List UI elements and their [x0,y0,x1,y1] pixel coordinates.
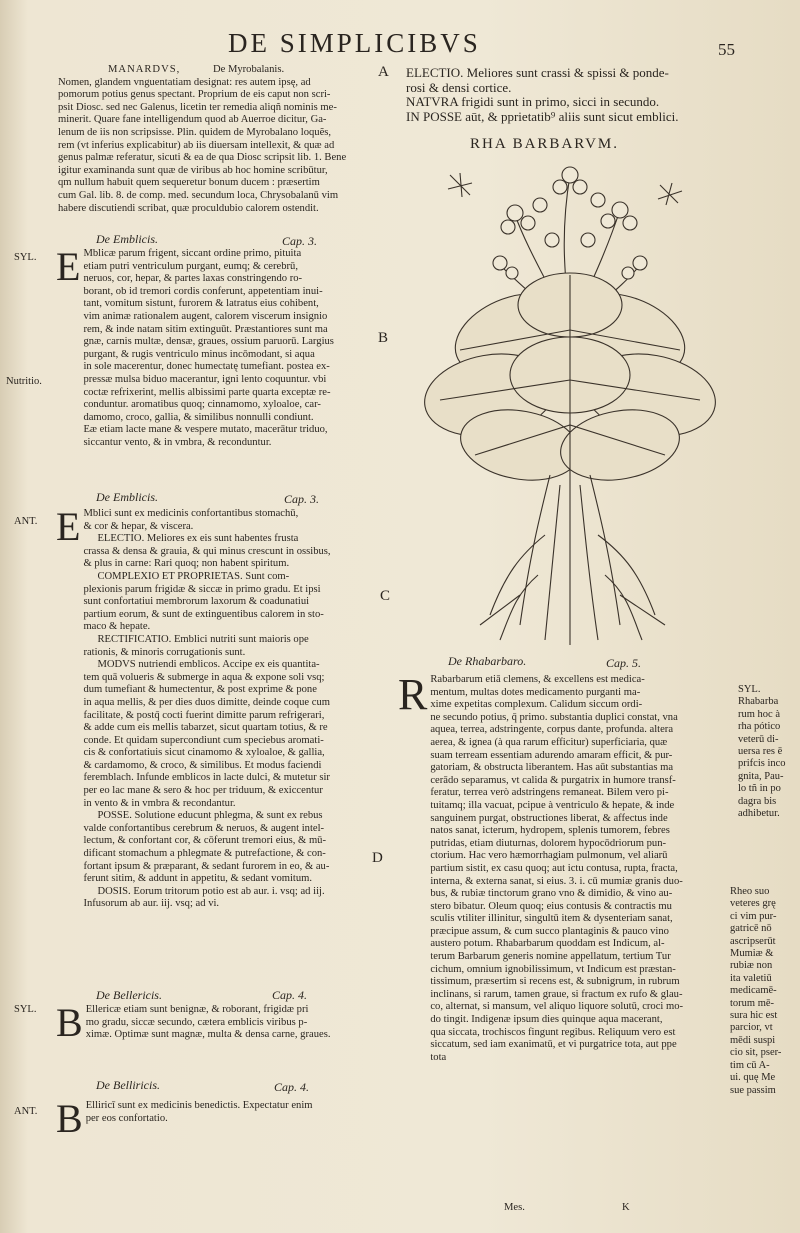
margin-note-syl-2: SYL. [14,1004,37,1015]
text-line: sanguinem purgat, obstructiones liberat, & affectus inde [430,812,668,824]
text-line: in sole macerentur, donec humectatę tumefiant. postea ex- [83,361,330,373]
text-line: NATVRA frigidi sunt in primo, sicci in secundo. [406,95,660,109]
side-note-line: cio sit, pser- [730,1047,782,1059]
right-top-block [406,66,736,124]
chapter-label-2: Cap. 3. [284,492,320,506]
drop-cap-e-2: E [56,504,81,549]
text-line: qm nullum habuit quem sequeretur bonum ducem : præsertim [58,177,320,189]
text-line: plexionis parum frigidæ & siccæ in primo gradu. Et ipsi [83,583,321,595]
text-line: POSSE. Solutione educunt phlegma, & sunt ex rebus [97,810,323,822]
text-line: inclinans, si rarum, tamen graue, si fractum ex rufo & glau- [430,988,683,1000]
text-line: gatoriam, & obstructa liberantem. Has aūt substantias ma [430,762,674,774]
text-line: partium eorum, & sunt de extinguentibus calorem in sto- [83,608,324,620]
chapter-label-5: Cap. 5. [606,656,642,670]
text-line: aquea, terrea, adstringente, corpus dante, profunda. altera [430,724,674,736]
text-line: & cardamomo, & croco, & similibus. Et modus faciendi [83,759,322,771]
side-note-line: ci vim pur- [730,910,777,922]
side-note-line: gatricē nō [730,923,772,935]
text-line: sculis vtiliter illinitur, singultū item & dysenteriam sanat, [430,913,673,925]
text-line: Mblici sunt ex medicinis confortantibus stomachū, [83,508,299,519]
side-note-syl-rhabarb [738,684,786,820]
text-line: ctorium. Hac vero hæmorrhagiam pulmonum, vel aliarū [430,850,668,862]
side-note-line: Rhabarba [738,696,779,708]
text-line: conde. Et quidam supercondiunt cum speciebus aromati- [83,734,324,746]
section-title-rhabarbaro: De Rhabarbaro. [448,654,527,668]
margin-note-nutritio: Nutritio. [6,376,42,387]
chapter-label-4: Cap. 4. [274,1080,310,1094]
paragraph [83,659,376,810]
text-line: maco & hepate. [83,621,151,633]
text-line: tem quā volueris & submerge in aqua & expone soli vsq; [83,671,325,683]
text-line: natos sanat, icterum, hydropem, splenis tumorem, febres [430,825,670,837]
margin-letter-a: A [378,64,389,80]
text-line: etiam putri ventriculum purgant, eumq; & cerebrū, [83,260,298,272]
running-head-title: DE SIMPLICIBVS [228,28,481,58]
text-line: ximæ. Optimæ sunt magnæ, multa & densa carne, graues. [85,1029,331,1041]
margin-letter-c: C [380,588,391,604]
text-line: sunt confortatiui membrorum laxorum & coadunatiui [83,596,310,608]
text-line: mo gradu, siccæ secundo, cætera emblicis viribus p- [85,1016,308,1028]
text-line: Mblicæ parum frigent, siccant ordine primo, pituita [83,248,302,259]
figure-caption: RHA BARBARVM. [470,136,619,152]
text-line: RECTIFICATIO. Emblici nutriti sunt maioris ope [97,633,309,645]
text-line: xime expetitas complexum. Calidum siccum ordi- [430,699,643,711]
paragraph [83,810,376,886]
drop-cap-e-1: E [56,244,81,289]
text-line: Elliricī sunt ex medicinis benedictis. Expectatur enim [85,1100,313,1111]
text-line: & cor & hepar, & viscera. [83,520,194,532]
text-line: stero bibatur. Oleum quoq; eius contusis & contractis mu [430,900,672,912]
text-line: tissimum, præsertim si recens est, & subnigrum, in rubrum [430,976,680,988]
margin-letter-d: D [372,850,383,866]
drop-cap-b-1: B [56,1000,83,1045]
side-note-line: mēdi suspi [730,1034,776,1046]
text-line: genus palmæ referatur, sicuti & ea de qua Diosc scripsit lib. 1. Bene [58,152,347,164]
margin-note-syl-1: SYL. [14,252,37,263]
text-line: tant, vomitum sistunt, furorem & latratus eius cohibent, [83,298,319,310]
side-note-line: medicamē- [730,985,777,997]
side-note-line: veterū di- [738,733,779,745]
text-line: psit Diosc. sed nec Galenus, licetin ter remedia aliqñ nominis me- [58,101,337,113]
text-line: damomo, croco, gallia, & similibus nonnulli condiunt. [83,411,314,423]
section-body-emblicis-1 [56,244,376,450]
text-line: qua siccata, trochiscos fingunt regibus. Reliquum vero est [430,1026,676,1038]
side-note-line: adhibetur. [738,808,780,820]
text-line: cerādo separamus, vt calida & purgatrix in humore transf- [430,774,676,786]
text-line: bus, & rubiæ tinctorum grano vno & dimidio, & vino au- [430,888,673,900]
text-line: feremblach. Infunde emblicos in lacte dulci, & mutetur sir [83,772,330,784]
text-line: neruos, cor, hepar, & partes laxas constringendo ro- [83,273,303,285]
text-line: austero potum. Rhabarbarum quoddam est Indicum, al- [430,938,665,950]
text-line: dum tumefiant & humectentur, & post exprime & pone [83,684,317,696]
text-line: ferunt sitim, & addunt in appetitu, & sedant vomitum. [83,873,313,885]
text-line: interna, & externa sanat, si eius. 3. i. cū mumiæ granis duo- [430,875,683,887]
side-note-line: dagra bis [738,795,777,807]
text-line: conduntur. aromatibus quoq; cinnamomo, xyloaloe, car- [83,399,321,411]
text-line: DOSIS. Eorum tritorum potio est ab aur. i. vsq; ad iij. [97,885,325,897]
text-line: per eos confortatio. [85,1112,168,1124]
text-line: feratur, terrea verò adstringens remaneat. Bilem vero pi- [430,787,669,799]
side-note-line: torum mē- [730,997,775,1009]
text-line: & adde cum eis mellis tabarzet, sicut quartam totius, & re [83,722,328,734]
intro-lines [58,77,376,216]
side-note-line: rubiæ non [730,960,773,972]
text-line: tuitamq; illa vacuat, pcipue à ventriculo & hepate, & inde [430,799,675,811]
side-note-line: rha pótico [738,721,781,733]
text-line: partium sistit, ex casu quoq; aut ictu contusa, rupta, fracta, [430,862,678,874]
section-body-emblicis-2 [56,504,376,911]
side-note-line: uersa res ē [738,746,783,758]
section-title-bellericis: De Bellericis. [96,988,162,1002]
chapter-label-1: Cap. 3. [282,234,318,248]
paragraph [83,886,376,911]
intro-topic: De Myrobalanis. [212,64,285,75]
text-line: dificant stomachum a phlegmate & putrefactione, & con- [83,848,326,860]
text-line: in aqua mellis, & per dies duos dimitte, deinde coque cum [83,696,330,708]
text-line: Infusorum ab aur. iij. vsq; ad vi. [83,898,220,910]
section-body-rhabarbaro [398,670,720,1064]
side-note-line: ita valetiū [730,972,772,984]
section-body-bellericis [56,1000,376,1045]
intro-author: MANARDVS, [108,64,181,75]
text-line: minerit. Quare fane intelligendum quod ab Auerroe dicitur, Ga- [58,114,327,126]
text-line: borant, ob id tremori cordis conferunt, appetentiam inui- [83,285,323,297]
text-line: in vento & in vmbra & recondantur. [83,797,236,809]
text-line: siccatum, sed iam exanimatū, et vi purgatrice tota, aut ppe [430,1039,677,1051]
text-line: aerea, & ignea (à qua rarum efficitur) superficiaria, quæ [430,736,668,748]
text-line: COMPLEXIO ET PROPRIETAS. Sunt com- [97,570,290,582]
text-line: lectum, & confortant cor, & cōferunt tremori eius, & mū- [83,835,327,847]
text-line: purgant, & rugis ventriculo minus incōmodant, si aqua [83,348,315,360]
margin-note-ant-2: ANT. [14,1106,38,1117]
signature-mes: Mes. [504,1202,525,1213]
text-line: Rabarbarum etiā clemens, & excellens est medica- [430,674,645,685]
text-line: vim animæ rationalem augent, calorem viscerum insignio [83,310,328,322]
paragraph [83,571,376,634]
signature-mark: K [622,1202,630,1213]
text-line: siccantur vento, & in vmbra, & reconduntur. [83,436,272,448]
paragraph [83,634,376,659]
side-note-label: SYL. [738,684,761,695]
drop-cap-r: R [398,670,428,719]
section-title-emblicis-1: De Emblicis. [96,232,158,246]
text-line: cichum, omnium ignobilissimum, vt Indicum est præstan- [430,963,676,975]
text-line: lenum de iis non scripsisse. Plin. quidem de Myrobalano loquẽs, [58,126,332,138]
intro-block [58,64,376,215]
text-line: putridas, etiam diuturnas, dolorem hypocōdriorum pun- [430,837,667,849]
text-line: pomorum potius genus spectant. Proprium de eis caput non scri- [58,89,331,101]
chapter-label-3: Cap. 4. [272,988,308,1002]
text-line: ELECTIO. Meliores ex eis sunt habentes frusta [97,533,299,545]
text-line: pressæ mulsa biduo macerantur, igni lento coquuntur. vbi [83,373,327,385]
side-note-line: gnita, Pau- [738,770,784,782]
text-line: rem (vt inferius explicabitur) ab iis diuersam intellexit, & quæ ad [58,139,335,151]
text-line: præcipue assum, & cum succo plantaginis & pauco vino [430,925,669,937]
side-note-line: rum hoc à [738,708,780,720]
text-line: cis & confortatiuis sicut cinamomo & xyloaloe, & gallia, [83,747,325,759]
side-note-line: veteres grę [730,898,776,910]
text-line: & plus in carne: Rari quoq; non habent spiritum. [83,558,290,570]
side-note-line: sue passim [730,1084,776,1096]
side-note-line: lo tñ in po [738,783,781,795]
margin-note-ant-1: ANT. [14,516,38,527]
section-title-emblicis-2: De Emblicis. [96,490,158,504]
text-line: gnæ, carnis multæ, densæ, graues, ossium paruorū. Largius [83,336,334,348]
text-line: terum Barbarum generis nomine appellatum, tertium Tur [430,951,671,963]
side-note-line: prifcis inco [738,758,786,770]
text-line: cum Gal. lib. 8. de comp. med. secundum loca, Chrysobalanū vim [58,189,339,201]
side-note-line: ui. quę Me [730,1072,776,1084]
text-line: ne secundo potius, q̄ primo. substantia duplici constat, vna [430,711,678,723]
text-line: rationis, & minoris corrugationis sunt. [83,646,246,658]
drop-cap-b-2: B [56,1096,83,1141]
section-title-belliricis: De Belliricis. [96,1078,160,1092]
side-note-line: Mumiæ & [730,948,774,960]
text-line: tota [430,1051,447,1063]
side-note-line: ascripserūt [730,935,776,947]
side-note-line: sura hic est [730,1010,778,1022]
text-line: igitur examinanda sunt quæ de viribus ab hoc homine scribūtur, [58,164,328,176]
text-line: do tingit. Indigenæ ipsum dies quinque aqua macerant, [430,1014,663,1026]
text-line: co, alternat, si mansum, vel aliquo liquore solutū, croci mo- [430,1001,684,1013]
side-note-rheo [730,886,781,1097]
text-line: Nomen, glandem vnguentatiam designat: res autem ipsę, ad [58,76,311,88]
text-line: MODVS nutriendi emblicos. Accipe ex eis quantita- [97,659,320,671]
rhubarb-plant-woodcut-icon [420,155,720,650]
text-line: valde confortantibus cerebrum & neruos, & augent intel- [83,822,325,834]
side-note-line: tim cū A- [730,1059,770,1071]
margin-letter-b: B [378,330,389,346]
text-line: rosi & densi cortice. [406,80,512,95]
text-line: IN POSSE aūt, & pprietatib⁹ aliis sunt sicut emblici. [406,109,679,124]
text-line: facilitate, & postq̄ cocti fuerint dimitte parum refrigerari, [83,709,325,721]
text-line: crassa & densa & grauia, & qui minus crescunt in ossibus, [83,545,331,557]
text-line: Ellericæ etiam sunt benignæ, & roborant, frigidæ pri [85,1004,309,1015]
text-line: coctæ refrixerint, mellis albissimi parte quarta exceptæ re- [83,386,331,398]
text-line: ELECTIO. Meliores sunt crassi & spissi & ponde- [406,66,669,80]
section-body-belliricis [56,1096,376,1141]
text-line: mentum, multas dotes medicamento purganti ma- [430,686,641,698]
side-note-line: Rheo suo [730,886,770,897]
paragraph [83,533,376,571]
text-line: Eæ etiam lacte mane & vespere mutato, macerātur triduo, [83,424,328,436]
side-note-line: parcior, vt [730,1022,773,1034]
text-line: per eo lac mane & sero & hoc per triduum, & exiccentur [83,785,323,797]
page-number: 55 [718,40,735,59]
text-line: fortant ipsum & præparant, & sedant furorem in eo, & au- [83,860,330,872]
text-line: habere discutiendi scribat, quæ proculdubio calorem ostendit. [58,202,319,214]
text-line: suam terream essentiam adurendo amaram efficit, & pur- [430,749,673,761]
text-line: rem, & inde natam sitim extinguūt. Præstantiores sunt ma [83,323,328,335]
